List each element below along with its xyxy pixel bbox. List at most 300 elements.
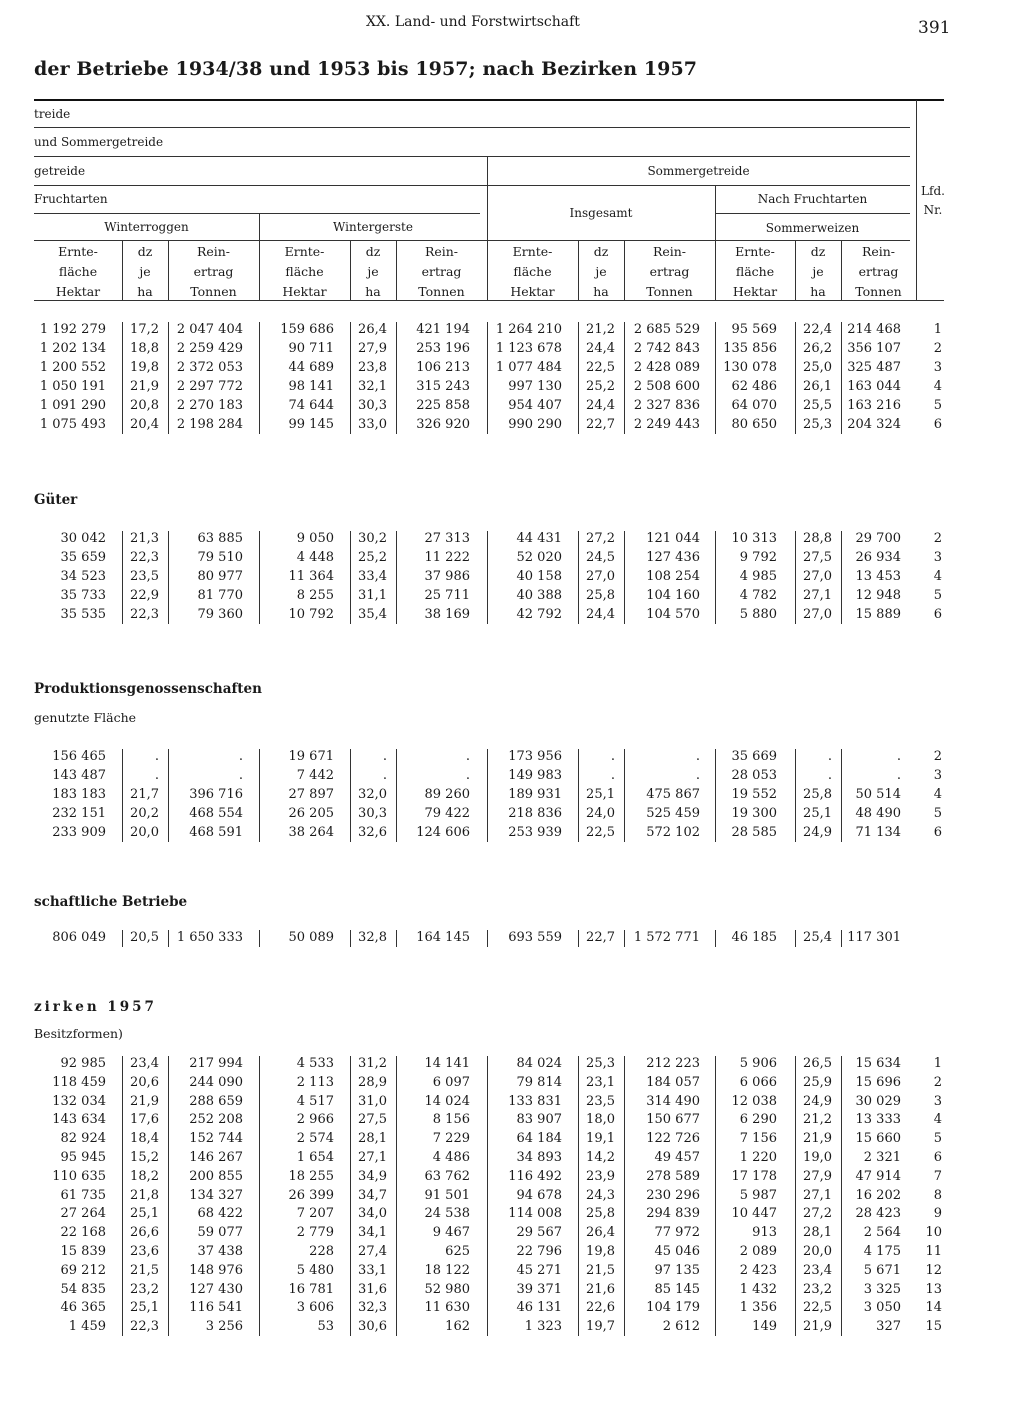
table-cell: 116 492 xyxy=(508,1168,562,1184)
table-cell: 20,4 xyxy=(130,417,159,432)
table-cell: 9 050 xyxy=(296,531,334,546)
table-cell: . xyxy=(896,768,901,783)
column-header xyxy=(624,242,715,302)
table-cell: 94 678 xyxy=(516,1187,562,1203)
table-cell: 278 589 xyxy=(646,1168,700,1184)
table-cell: 20,6 xyxy=(130,1074,159,1090)
table-cell: 806 049 xyxy=(52,930,106,945)
table-cell: 326 920 xyxy=(416,417,470,432)
table-cell: 104 570 xyxy=(646,607,700,622)
body-column-divider xyxy=(578,1056,579,1336)
table-cell: 35 535 xyxy=(60,607,106,622)
table-cell: 2 249 443 xyxy=(633,417,700,432)
table-cell: 26,4 xyxy=(586,1225,615,1241)
table-cell: 1 091 290 xyxy=(39,398,106,413)
table-cell: 22,9 xyxy=(130,588,159,603)
table-cell: 33,4 xyxy=(358,569,387,584)
table-cell: 91 501 xyxy=(424,1187,470,1203)
column-header-line: je xyxy=(812,264,824,279)
table-cell: 21,9 xyxy=(130,379,159,394)
body-column-divider xyxy=(487,930,488,947)
table-cell: 2 321 xyxy=(863,1150,901,1165)
body-column-divider xyxy=(624,322,625,434)
table-cell: 116 541 xyxy=(189,1300,243,1316)
table-cell: 4 xyxy=(933,379,942,394)
body-column-divider xyxy=(168,749,169,842)
table-cell: 62 486 xyxy=(731,379,777,394)
header-insgesamt: Insgesamt xyxy=(569,206,633,220)
table-cell: 114 008 xyxy=(508,1206,562,1222)
column-header-line: ha xyxy=(365,284,381,299)
table-cell: 2 259 429 xyxy=(176,341,243,356)
table-cell: 124 606 xyxy=(416,825,470,840)
column-header-line: dz xyxy=(365,244,381,259)
body-column-divider xyxy=(715,749,716,842)
table-cell: 35 659 xyxy=(60,550,106,565)
table-cell: 225 858 xyxy=(416,398,470,413)
column-header-line: Ernte- xyxy=(735,244,775,259)
table-cell: 32,0 xyxy=(358,787,387,802)
body-column-divider xyxy=(122,930,123,947)
table-cell: 5 671 xyxy=(863,1262,901,1278)
table-cell: 164 145 xyxy=(416,930,470,945)
table-cell: 13 453 xyxy=(855,569,901,584)
table-cell: 20,5 xyxy=(130,930,159,945)
table-cell: 23,5 xyxy=(586,1093,615,1109)
table-cell: 252 208 xyxy=(189,1112,243,1128)
table-cell: 4 985 xyxy=(739,569,777,584)
table-cell: 2 297 772 xyxy=(176,379,243,394)
header-lfd: Lfd. xyxy=(921,184,945,198)
column-divider xyxy=(122,241,123,300)
column-divider xyxy=(168,241,169,300)
header-treide: treide xyxy=(34,107,71,121)
table-cell: 314 490 xyxy=(646,1093,700,1109)
table-cell: 32,8 xyxy=(358,930,387,945)
table-cell: 52 020 xyxy=(516,550,562,565)
table-cell: 7 207 xyxy=(296,1206,334,1222)
table-cell: 15 889 xyxy=(855,607,901,622)
table-cell: 135 856 xyxy=(723,341,777,356)
body-column-divider xyxy=(715,322,716,434)
column-header-line: ha xyxy=(137,284,153,299)
table-cell: 14 024 xyxy=(424,1093,470,1109)
table-cell: 27,0 xyxy=(803,569,832,584)
body-column-divider xyxy=(350,531,351,624)
table-cell: 31,0 xyxy=(358,1093,387,1109)
table-cell: 24,9 xyxy=(803,1093,832,1109)
body-column-divider xyxy=(122,749,123,842)
table-cell: 13 xyxy=(925,1281,942,1297)
table-cell: 4 517 xyxy=(296,1093,334,1109)
table-cell: . xyxy=(238,749,243,764)
table-cell: . xyxy=(610,768,615,783)
table-cell: 44 689 xyxy=(288,360,334,375)
table-cell: 27,2 xyxy=(586,531,615,546)
table-cell: 31,6 xyxy=(358,1281,387,1297)
table-cell: 11 222 xyxy=(424,550,470,565)
table-cell: 37 986 xyxy=(424,569,470,584)
body-column-divider xyxy=(259,930,260,947)
table-cell: 30,3 xyxy=(358,398,387,413)
table-cell: 24 538 xyxy=(424,1206,470,1222)
body-column-divider xyxy=(396,930,397,947)
table-cell: 39 371 xyxy=(516,1281,562,1297)
table-cell: 30,3 xyxy=(358,806,387,821)
table-cell: . xyxy=(382,749,387,764)
table-cell: 1 123 678 xyxy=(495,341,562,356)
table-cell: 10 447 xyxy=(731,1206,777,1222)
table-cell: 28 053 xyxy=(731,768,777,783)
table-cell: 954 407 xyxy=(508,398,562,413)
table-cell: 6 xyxy=(933,1150,942,1165)
body-column-divider xyxy=(487,749,488,842)
column-header-line: je xyxy=(139,264,151,279)
body-column-divider xyxy=(396,531,397,624)
header-rule-1 xyxy=(34,127,910,128)
table-cell: 29 567 xyxy=(516,1225,562,1241)
table-cell: 2 xyxy=(933,531,942,546)
table-cell: 21,6 xyxy=(586,1281,615,1297)
table-cell: 475 867 xyxy=(646,787,700,802)
section-subtitle-flaeche: genutzte Fläche xyxy=(34,710,137,725)
table-cell: 104 160 xyxy=(646,588,700,603)
table-cell: 26,2 xyxy=(803,341,832,356)
table-cell: 10 792 xyxy=(288,607,334,622)
table-cell: 35 669 xyxy=(731,749,777,764)
column-header-line: fläche xyxy=(58,264,98,279)
column-header xyxy=(841,242,916,302)
body-column-divider xyxy=(715,930,716,947)
header-nr: Nr. xyxy=(923,203,943,217)
body-column-divider xyxy=(795,531,796,624)
table-cell: 22,5 xyxy=(803,1300,832,1316)
body-column-divider xyxy=(122,322,123,434)
table-cell: 189 931 xyxy=(508,787,562,802)
table-cell: 1 323 xyxy=(524,1319,562,1335)
table-cell: 30 042 xyxy=(60,531,106,546)
table-cell: 133 831 xyxy=(508,1093,562,1109)
column-header-line: Hektar xyxy=(732,284,778,299)
table-cell: 7 229 xyxy=(432,1131,470,1147)
table-cell: 40 158 xyxy=(516,569,562,584)
table-cell: 19 671 xyxy=(288,749,334,764)
table-cell: 997 130 xyxy=(508,379,562,394)
table-cell: 21,9 xyxy=(803,1131,832,1147)
body-column-divider xyxy=(259,749,260,842)
table-cell: 37 438 xyxy=(197,1244,243,1259)
column-header-line: ha xyxy=(810,284,826,299)
table-cell: 15,2 xyxy=(130,1150,159,1165)
table-cell: 28,8 xyxy=(803,531,832,546)
table-cell: 24,3 xyxy=(586,1187,615,1203)
table-cell: 25,5 xyxy=(803,398,832,413)
table-cell: 2 xyxy=(933,749,942,764)
table-cell: 14 141 xyxy=(424,1056,470,1071)
table-cell: 21,9 xyxy=(803,1319,832,1335)
column-header-line: dz xyxy=(137,244,153,259)
table-cell: 1 202 134 xyxy=(39,341,106,356)
table-cell: 14 xyxy=(925,1300,942,1316)
table-cell: 572 102 xyxy=(646,825,700,840)
table-cell: 149 xyxy=(752,1319,777,1335)
table-cell: 80 977 xyxy=(197,569,243,584)
table-cell: 1 264 210 xyxy=(495,322,562,337)
header-rule-3 xyxy=(34,185,910,186)
table-cell: 24,4 xyxy=(586,398,615,413)
table-cell: 81 770 xyxy=(197,588,243,603)
table-cell: 25,9 xyxy=(803,1074,832,1090)
table-cell: 204 324 xyxy=(847,417,901,432)
table-cell: 11 630 xyxy=(424,1300,470,1316)
table-cell: 1 050 191 xyxy=(39,379,106,394)
body-column-divider xyxy=(795,322,796,434)
table-cell: 1 572 771 xyxy=(633,930,700,945)
table-cell: 38 264 xyxy=(288,825,334,840)
body-column-divider xyxy=(578,531,579,624)
table-cell: 25,3 xyxy=(803,417,832,432)
table-cell: 106 213 xyxy=(416,360,470,375)
table-cell: 150 677 xyxy=(646,1112,700,1128)
table-cell: 127 436 xyxy=(646,550,700,565)
column-header-line: ha xyxy=(593,284,609,299)
table-cell: 20,8 xyxy=(130,398,159,413)
table-cell: . xyxy=(465,768,470,783)
header-wintergerste: Wintergerste xyxy=(333,220,413,234)
table-cell: 148 976 xyxy=(189,1262,243,1278)
table-cell: 46 185 xyxy=(731,930,777,945)
table-cell: 163 216 xyxy=(847,398,901,413)
table-cell: 3 xyxy=(933,1093,942,1109)
table-cell: 59 077 xyxy=(197,1225,243,1241)
table-cell: 2 564 xyxy=(863,1225,901,1241)
table-cell: 30,2 xyxy=(358,531,387,546)
table-cell: 26 205 xyxy=(288,806,334,821)
table-cell: 1 xyxy=(933,1056,942,1071)
column-divider xyxy=(624,241,625,300)
table-cell: 1 650 333 xyxy=(176,930,243,945)
table-cell: 143 487 xyxy=(52,768,106,783)
table-cell: 16 781 xyxy=(288,1281,334,1297)
table-cell: 34,0 xyxy=(358,1206,387,1222)
table-cell: 1 220 xyxy=(739,1150,777,1165)
table-cell: 45 046 xyxy=(654,1244,700,1259)
table-cell: 25,1 xyxy=(803,806,832,821)
table-cell: 162 xyxy=(445,1319,470,1335)
table-cell: 54 835 xyxy=(60,1281,106,1297)
body-column-divider xyxy=(396,322,397,434)
table-cell: 23,1 xyxy=(586,1074,615,1090)
table-cell: 18,0 xyxy=(586,1112,615,1128)
table-cell: 45 271 xyxy=(516,1262,562,1278)
column-header xyxy=(259,242,350,302)
table-cell: 26 934 xyxy=(855,550,901,565)
table-title: der Betriebe 1934/38 und 1953 bis 1957; nach Bezirken 1957 xyxy=(34,58,698,80)
table-cell: 27,1 xyxy=(358,1150,387,1165)
table-cell: 4 782 xyxy=(739,588,777,603)
table-cell: 24,0 xyxy=(586,806,615,821)
table-cell: 31,1 xyxy=(358,588,387,603)
table-cell: 8 156 xyxy=(432,1112,470,1128)
table-cell: 30,6 xyxy=(358,1319,387,1335)
body-column-divider xyxy=(841,930,842,947)
table-cell: 253 196 xyxy=(416,341,470,356)
table-cell: 22,3 xyxy=(130,550,159,565)
column-header xyxy=(122,242,168,302)
table-cell: 21,7 xyxy=(130,787,159,802)
table-cell: 24,4 xyxy=(586,341,615,356)
table-cell: 34,9 xyxy=(358,1168,387,1184)
table-cell: 22,7 xyxy=(586,417,615,432)
table-cell: 79 360 xyxy=(197,607,243,622)
table-cell: 20,0 xyxy=(803,1244,832,1259)
column-header-line: ertrag xyxy=(193,264,234,279)
table-cell: 23,5 xyxy=(130,569,159,584)
header-fruchtarten-left: Fruchtarten xyxy=(34,192,108,206)
table-cell: 130 078 xyxy=(723,360,777,375)
table-cell: 33,1 xyxy=(358,1262,387,1278)
column-header-line: je xyxy=(595,264,607,279)
table-cell: 40 388 xyxy=(516,588,562,603)
table-cell: 990 290 xyxy=(508,417,562,432)
body-column-divider xyxy=(168,1056,169,1336)
table-cell: 27,0 xyxy=(803,607,832,622)
table-cell: 4 533 xyxy=(296,1056,334,1071)
header-sommergetreide: Sommergetreide xyxy=(647,164,750,178)
table-cell: 24,5 xyxy=(586,550,615,565)
table-cell: 468 591 xyxy=(189,825,243,840)
table-cell: 6 290 xyxy=(739,1112,777,1128)
table-cell: 4 xyxy=(933,1112,942,1128)
table-cell: 19,8 xyxy=(586,1244,615,1259)
table-cell: 25,1 xyxy=(130,1206,159,1222)
table-cell: 5 987 xyxy=(739,1187,777,1203)
column-header xyxy=(715,242,795,302)
table-cell: 6 xyxy=(933,607,942,622)
table-cell: 15 696 xyxy=(855,1074,901,1090)
table-cell: 19,8 xyxy=(130,360,159,375)
table-cell: 35,4 xyxy=(358,607,387,622)
column-header-line: Hektar xyxy=(510,284,555,299)
table-cell: 22,3 xyxy=(130,607,159,622)
table-cell: 30 029 xyxy=(855,1093,901,1109)
table-cell: 3 606 xyxy=(296,1300,334,1316)
table-cell: 396 716 xyxy=(189,787,243,802)
table-cell: 27,2 xyxy=(803,1206,832,1222)
column-header-line: Rein- xyxy=(652,244,687,259)
body-column-divider xyxy=(624,1056,625,1336)
table-cell: 25,0 xyxy=(803,360,832,375)
table-cell: 200 855 xyxy=(189,1168,243,1184)
table-cell: 27 264 xyxy=(60,1206,106,1222)
table-cell: 27,1 xyxy=(803,588,832,603)
column-header-line: Rein- xyxy=(424,244,459,259)
table-cell: 44 431 xyxy=(516,531,562,546)
table-cell: 99 145 xyxy=(288,417,334,432)
table-cell: 2 xyxy=(933,341,942,356)
table-cell: . xyxy=(827,768,832,783)
column-header xyxy=(396,242,487,302)
body-column-divider xyxy=(396,1056,397,1336)
table-cell: 2 742 843 xyxy=(633,341,700,356)
table-cell: 26,4 xyxy=(358,322,387,337)
table-cell: 315 243 xyxy=(416,379,470,394)
table-cell: 25,2 xyxy=(586,379,615,394)
table-cell: 22,6 xyxy=(586,1300,615,1316)
column-header-line: dz xyxy=(810,244,826,259)
table-cell: 83 907 xyxy=(516,1112,562,1128)
table-cell: 27,1 xyxy=(803,1187,832,1203)
table-cell: 5 xyxy=(933,398,942,413)
column-divider xyxy=(396,241,397,300)
table-cell: 7 156 xyxy=(739,1131,777,1147)
table-cell: 25,8 xyxy=(586,1206,615,1222)
header-winterroggen: Winterroggen xyxy=(104,220,189,234)
table-cell: 80 650 xyxy=(731,417,777,432)
table-cell: 25,1 xyxy=(586,787,615,802)
table-cell: 913 xyxy=(752,1225,777,1241)
table-cell: 25,2 xyxy=(358,550,387,565)
table-cell: 10 313 xyxy=(731,531,777,546)
section-title-betriebe: schaftliche Betriebe xyxy=(34,894,188,910)
header-nach-fruchtarten: Nach Fruchtarten xyxy=(757,192,868,206)
body-column-divider xyxy=(715,1056,716,1336)
table-cell: . xyxy=(238,768,243,783)
body-column-divider xyxy=(715,531,716,624)
table-cell: 26,6 xyxy=(130,1225,159,1241)
column-divider xyxy=(841,241,842,300)
table-cell: 21,2 xyxy=(803,1112,832,1128)
table-cell: 20,2 xyxy=(130,806,159,821)
table-cell: 12 948 xyxy=(855,588,901,603)
table-cell: 325 487 xyxy=(847,360,901,375)
table-cell: 14,2 xyxy=(586,1150,615,1165)
table-cell: 12 038 xyxy=(731,1093,777,1109)
header-getreide: getreide xyxy=(34,164,86,178)
table-cell: 47 914 xyxy=(855,1168,901,1184)
table-cell: 159 686 xyxy=(280,322,334,337)
table-cell: 26,5 xyxy=(803,1056,832,1071)
table-cell: 217 994 xyxy=(189,1056,243,1071)
table-cell: 85 145 xyxy=(654,1281,700,1297)
table-cell: 22 168 xyxy=(60,1225,106,1241)
table-cell: 11 xyxy=(925,1244,942,1259)
table-cell: 3 xyxy=(933,550,942,565)
table-cell: 98 141 xyxy=(288,379,334,394)
table-cell: 29 700 xyxy=(855,531,901,546)
body-column-divider xyxy=(624,749,625,842)
table-cell: 50 514 xyxy=(855,787,901,802)
table-cell: 11 364 xyxy=(288,569,334,584)
table-cell: 34 893 xyxy=(516,1150,562,1165)
table-cell: 95 945 xyxy=(60,1150,106,1165)
table-cell: 21,2 xyxy=(586,322,615,337)
column-header-line: ertrag xyxy=(421,264,462,279)
body-column-divider xyxy=(795,930,796,947)
table-cell: 28 423 xyxy=(855,1206,901,1222)
table-cell: 79 510 xyxy=(197,550,243,565)
table-cell: 3 325 xyxy=(863,1281,901,1297)
table-cell: 23,8 xyxy=(358,360,387,375)
table-cell: 5 xyxy=(933,1131,942,1147)
table-cell: . xyxy=(827,749,832,764)
body-column-divider xyxy=(350,1056,351,1336)
table-cell: 228 xyxy=(309,1244,334,1259)
table-cell: 17 178 xyxy=(731,1168,777,1184)
table-cell: 15 839 xyxy=(60,1244,106,1259)
table-cell: 2 574 xyxy=(296,1131,334,1147)
table-cell: 132 034 xyxy=(52,1093,106,1109)
